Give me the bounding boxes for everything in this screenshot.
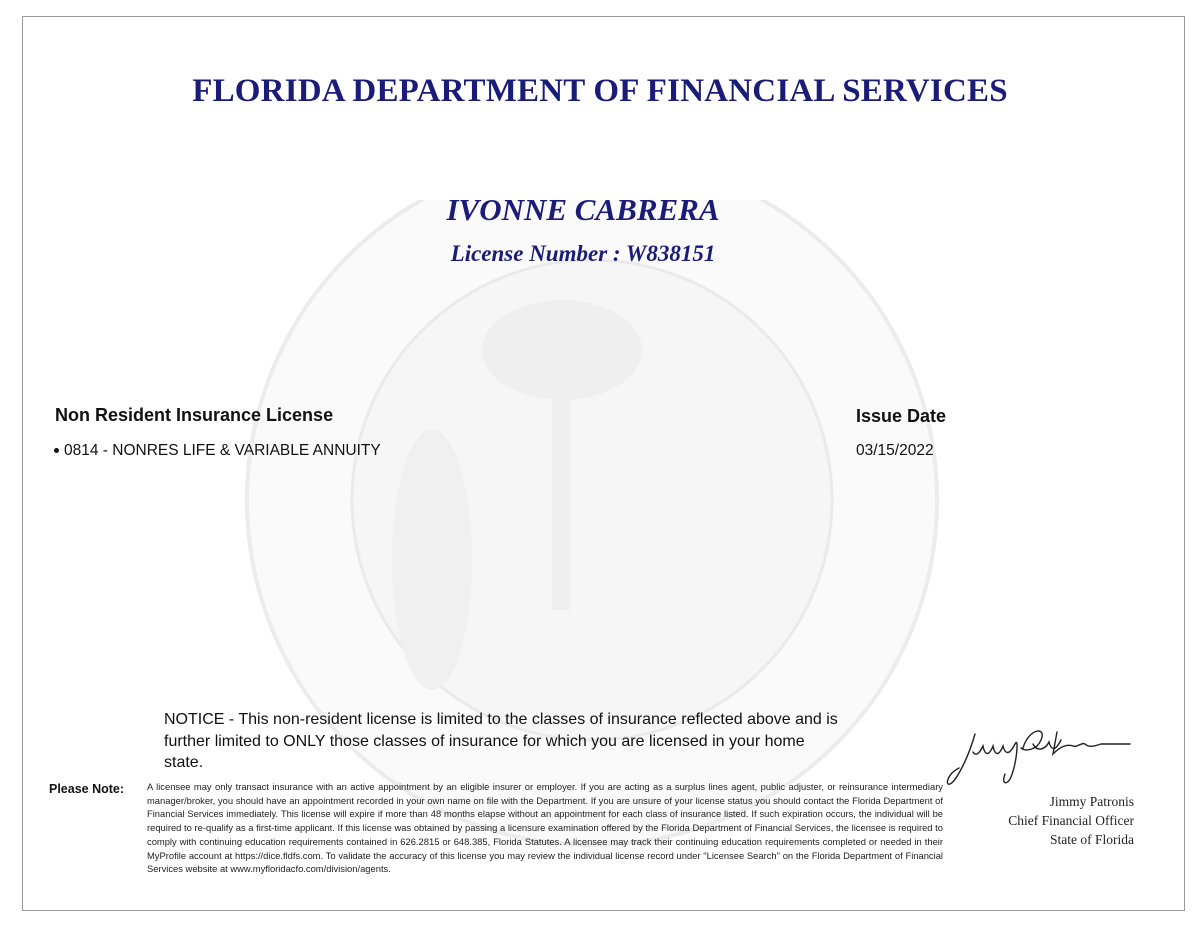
license-type-heading: Non Resident Insurance License <box>55 405 334 425</box>
license-class-item <box>54 442 381 460</box>
licensee-name: IVONNE CABRERA <box>446 192 720 227</box>
signer-title: Chief Financial Officer <box>1008 813 1134 828</box>
license-class-label: 0814 - NONRES LIFE & VARIABLE ANNUITY <box>64 442 381 459</box>
issue-date-heading: Issue Date <box>856 406 947 426</box>
license-number: License Number : W838151 <box>450 241 716 266</box>
bullet-icon <box>54 448 59 453</box>
non-resident-notice: NOTICE - This non-resident license is limited to the classes of insurance reflected above and is further limited to ONLY those classes of insurance for which you are licensed in your home state. <box>164 711 838 771</box>
signer-name: Jimmy Patronis <box>1049 794 1134 809</box>
signer-block <box>1008 792 1134 849</box>
signer-org: State of Florida <box>1050 832 1134 847</box>
signature-image <box>945 722 1135 790</box>
please-note-label: Please Note: <box>49 782 125 796</box>
please-note-text: A licensee may only transact insurance with an active appointment by an eligible insurer or employer. If you are acting as a surplus lines agent, public adjuster, or reinsurance intermediary manager/broker, you should have an appointment recorded in your own name on file with the Department. If you are unsure of your license status you should contact the Florida Department of Financial Services immediately. This license will expire if more than 48 months elapse without an appointment for each class of insurance listed. If such expiration occurs, the individual will be required to re-qualify as a first-time applicant. If this license was obtained by passing a licensure examination offered by the Florida Department of Financial Services, the licensee is required to comply with continuing education requirements contained in 626.2815 or 648.385, Florida Statutes. A licensee may track their continuing education requirements completed or needed in their MyProfile account at https://dice.fldfs.com. To validate the accuracy of this license you may review the individual license record under "Licensee Search" on the Florida Department of Financial Services website at www.myfloridacfo.com/division/agents. <box>147 781 943 875</box>
issue-date: 03/15/2022 <box>856 442 934 459</box>
department-title: FLORIDA DEPARTMENT OF FINANCIAL SERVICES <box>192 73 1008 109</box>
